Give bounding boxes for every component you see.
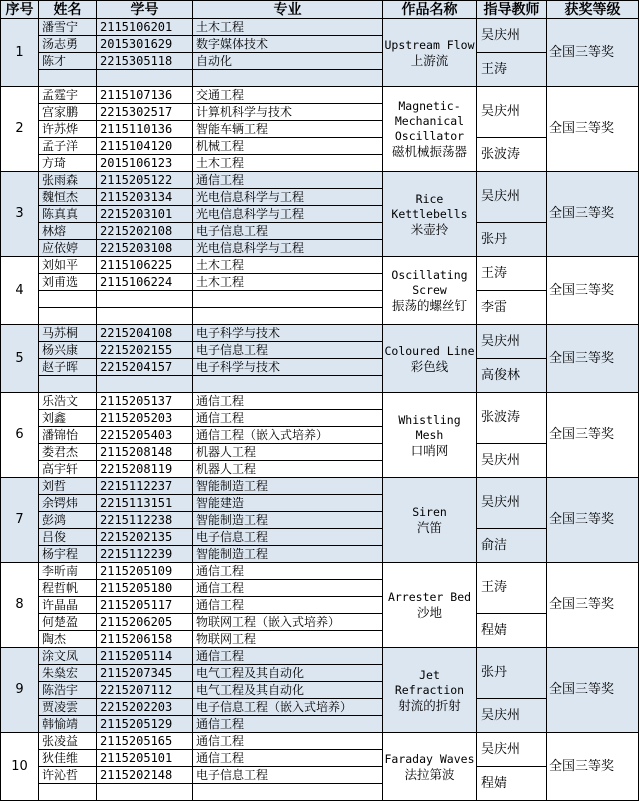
advisor: 王涛 [477, 563, 547, 614]
advisor: 王涛 [477, 53, 547, 87]
student-major: 通信工程 [193, 393, 383, 410]
student-major: 智能制造工程 [193, 512, 383, 529]
work-title [383, 325, 477, 393]
student-major: 电子信息工程 [193, 767, 383, 784]
work-title-en: Rice Kettlebells [391, 191, 468, 221]
student-name: 宫家鹏 [39, 104, 97, 121]
work-title-cn: 口哨网 [410, 442, 449, 458]
table-row [1, 648, 639, 665]
student-name [39, 70, 97, 87]
student-major: 通信工程 [193, 733, 383, 750]
student-major: 机器人工程 [193, 461, 383, 478]
group-index: 9 [1, 648, 39, 733]
student-name: 吕俊 [39, 529, 97, 546]
table-row [1, 257, 639, 274]
header-student-id: 学号 [97, 1, 193, 19]
student-major: 通信工程 [193, 716, 383, 733]
student-major: 通信工程 [193, 580, 383, 597]
work-title-cn: 上游流 [410, 52, 449, 68]
student-id: 2115205114 [97, 648, 193, 665]
work-title-cn: 彩色线 [410, 358, 449, 374]
table-row [1, 223, 639, 240]
student-id: 2215302517 [97, 104, 193, 121]
work-title-cn: 振荡的螺丝钉 [391, 298, 467, 313]
student-name [39, 291, 97, 308]
student-name: 狄佳维 [39, 750, 97, 767]
student-id: 2215205403 [97, 427, 193, 444]
student-id: 2215204108 [97, 325, 193, 342]
student-id: 2215202203 [97, 699, 193, 716]
student-major: 计算机科学与技术 [193, 104, 383, 121]
header-advisor: 指导教师 [477, 1, 547, 19]
student-major: 机器人工程 [193, 444, 383, 461]
header-award: 获奖等级 [547, 1, 639, 19]
student-name: 陈真真 [39, 206, 97, 223]
group-index: 3 [1, 172, 39, 257]
student-major: 自动化 [193, 53, 383, 70]
student-name: 乐浩文 [39, 393, 97, 410]
award-level: 全国三等奖 [547, 393, 639, 478]
student-name: 应依婷 [39, 240, 97, 257]
student-id: 2015106123 [97, 155, 193, 172]
table-body [1, 19, 639, 801]
award-level: 全国三等奖 [547, 563, 639, 648]
student-major: 智能车辆工程 [193, 121, 383, 138]
table-row [1, 325, 639, 342]
group-index: 5 [1, 325, 39, 393]
student-name: 高宇轩 [39, 461, 97, 478]
student-id: 2115205117 [97, 597, 193, 614]
table-row [1, 767, 639, 784]
table-row [1, 172, 639, 189]
student-name: 杨宇程 [39, 546, 97, 563]
student-id: 2115207345 [97, 665, 193, 682]
work-title [383, 733, 477, 801]
group-index: 2 [1, 87, 39, 172]
student-major: 通信工程（嵌入式培养） [193, 427, 383, 444]
work-title-en: Faraday Waves [384, 751, 475, 766]
student-name: 陈浩宇 [39, 682, 97, 699]
student-id [97, 376, 193, 393]
student-major: 电子信息工程 [193, 529, 383, 546]
table-row [1, 444, 639, 461]
group-index: 7 [1, 478, 39, 563]
student-name: 娄君杰 [39, 444, 97, 461]
student-name: 方琦 [39, 155, 97, 172]
advisor: 吴庆州 [477, 87, 547, 138]
student-major: 电子信息工程 [193, 342, 383, 359]
work-title-cn: 法拉第波 [404, 766, 455, 782]
table-row [1, 733, 639, 750]
student-name: 韩愉靖 [39, 716, 97, 733]
student-major: 智能建造 [193, 495, 383, 512]
work-title-en: Siren [412, 505, 447, 519]
award-level: 全国三等奖 [547, 478, 639, 563]
advisor: 吴庆州 [477, 444, 547, 478]
work-title [383, 393, 477, 478]
work-title-cn: 汽笛 [416, 520, 442, 535]
work-title [383, 478, 477, 563]
work-title-en: Arrester Bed [387, 590, 472, 604]
student-major: 通信工程 [193, 597, 383, 614]
header-name: 姓名 [39, 1, 97, 19]
student-id: 2115206158 [97, 631, 193, 648]
group-index: 1 [1, 19, 39, 87]
student-name: 马苏桐 [39, 325, 97, 342]
student-id: 2215207112 [97, 682, 193, 699]
group-index: 10 [1, 733, 39, 801]
student-name: 陶杰 [39, 631, 97, 648]
student-major: 土木工程 [193, 274, 383, 291]
work-title [383, 87, 477, 172]
student-id: 2215112239 [97, 546, 193, 563]
student-major: 通信工程 [193, 563, 383, 580]
student-id: 2215203108 [97, 240, 193, 257]
table-row [1, 614, 639, 631]
table-row [1, 87, 639, 104]
student-id: 2115205165 [97, 733, 193, 750]
advisor: 王涛 [477, 257, 547, 291]
student-id: 2215203101 [97, 206, 193, 223]
student-id: 2115205137 [97, 393, 193, 410]
student-id [97, 784, 193, 801]
student-major: 电子科学与技术 [193, 359, 383, 376]
table-row [1, 699, 639, 716]
student-major: 电子信息工程 [193, 223, 383, 240]
student-id [97, 291, 193, 308]
work-title [383, 257, 477, 325]
student-major: 通信工程 [193, 172, 383, 189]
student-name: 张雨森 [39, 172, 97, 189]
student-major: 物联网工程（嵌入式培养） [193, 614, 383, 631]
student-id: 2115208148 [97, 444, 193, 461]
student-major: 光电信息科学与工程 [193, 240, 383, 257]
student-id: 2215208119 [97, 461, 193, 478]
student-id: 2115206205 [97, 614, 193, 631]
award-level: 全国三等奖 [547, 325, 639, 393]
table-row [1, 138, 639, 155]
student-name: 李昕南 [39, 563, 97, 580]
student-major: 通信工程 [193, 648, 383, 665]
student-name [39, 376, 97, 393]
student-name: 张凌益 [39, 733, 97, 750]
student-id: 2115202148 [97, 767, 193, 784]
student-name: 刘哲 [39, 478, 97, 495]
student-id [97, 70, 193, 87]
work-title-cn: 射流的折射 [398, 697, 461, 713]
student-id: 2015301629 [97, 36, 193, 53]
student-id: 2115106201 [97, 19, 193, 36]
student-name: 潘雪宁 [39, 19, 97, 36]
student-id: 2215202155 [97, 342, 193, 359]
student-id: 2115205101 [97, 750, 193, 767]
student-name: 陈才 [39, 53, 97, 70]
student-id: 2115106224 [97, 274, 193, 291]
advisor: 张波涛 [477, 393, 547, 444]
work-title-cn: 米壶拎 [410, 221, 449, 237]
advisor: 高俊林 [477, 359, 547, 393]
student-name: 余锷炜 [39, 495, 97, 512]
student-id: 2215204157 [97, 359, 193, 376]
student-major: 物联网工程 [193, 631, 383, 648]
student-major: 电气工程及其自动化 [193, 665, 383, 682]
work-title-en: Upstream Flow [384, 37, 475, 52]
student-major: 数字媒体技术 [193, 36, 383, 53]
student-major [193, 291, 383, 308]
group-index: 4 [1, 257, 39, 325]
advisor: 张丹 [477, 648, 547, 699]
award-level: 全国三等奖 [547, 172, 639, 257]
student-id [97, 308, 193, 325]
table-row [1, 291, 639, 308]
student-major [193, 308, 383, 325]
student-id: 2215305118 [97, 53, 193, 70]
student-name: 许沁哲 [39, 767, 97, 784]
student-name: 程哲帆 [39, 580, 97, 597]
student-id: 2115205180 [97, 580, 193, 597]
student-major: 智能制造工程 [193, 546, 383, 563]
advisor: 李雷 [477, 291, 547, 325]
work-title-en: Jet Refraction [394, 667, 465, 697]
award-level: 全国三等奖 [547, 257, 639, 325]
work-title-en: Magnetic-Mechanical Oscillator [394, 99, 465, 143]
student-name: 刘如平 [39, 257, 97, 274]
student-id: 2215112237 [97, 478, 193, 495]
student-name: 魏恒杰 [39, 189, 97, 206]
student-id: 2115104120 [97, 138, 193, 155]
student-name [39, 784, 97, 801]
student-major: 土木工程 [193, 19, 383, 36]
student-major: 土木工程 [193, 257, 383, 274]
table-row [1, 53, 639, 70]
student-name: 杨兴康 [39, 342, 97, 359]
student-name [39, 308, 97, 325]
student-name: 彭鸿 [39, 512, 97, 529]
student-major: 交通工程 [193, 87, 383, 104]
student-major [193, 784, 383, 801]
advisor: 程婧 [477, 767, 547, 801]
student-name: 何楚盈 [39, 614, 97, 631]
student-name: 潘锦怡 [39, 427, 97, 444]
advisor: 程婧 [477, 614, 547, 648]
student-id: 2115205203 [97, 410, 193, 427]
advisor: 吴庆州 [477, 325, 547, 359]
header-work-title: 作品名称 [383, 1, 477, 19]
advisor: 吴庆州 [477, 478, 547, 529]
student-id: 2215202108 [97, 223, 193, 240]
student-name: 林熔 [39, 223, 97, 240]
student-name: 孟子洋 [39, 138, 97, 155]
work-title [383, 563, 477, 648]
table-row [1, 393, 639, 410]
student-name: 许晶晶 [39, 597, 97, 614]
group-index: 8 [1, 563, 39, 648]
student-id: 2215112238 [97, 512, 193, 529]
header-row [1, 1, 639, 19]
table-row [1, 19, 639, 36]
student-id: 2115106225 [97, 257, 193, 274]
student-name: 汤志勇 [39, 36, 97, 53]
advisor: 吴庆州 [477, 19, 547, 53]
student-major: 电气工程及其自动化 [193, 682, 383, 699]
award-level: 全国三等奖 [547, 19, 639, 87]
student-major: 机械工程 [193, 138, 383, 155]
student-major [193, 376, 383, 393]
header-index: 序号 [1, 1, 39, 19]
work-title [383, 19, 477, 87]
student-id: 2115107136 [97, 87, 193, 104]
student-name: 刘鑫 [39, 410, 97, 427]
student-major: 电子信息工程（嵌入式培养） [193, 699, 383, 716]
work-title-cn: 磁机械振荡器 [391, 144, 467, 159]
student-id: 2115110136 [97, 121, 193, 138]
student-id: 2115203134 [97, 189, 193, 206]
student-name: 涂文凤 [39, 648, 97, 665]
work-title-en: Whistling Mesh [398, 412, 461, 442]
student-name: 刘甫选 [39, 274, 97, 291]
advisor: 吴庆州 [477, 733, 547, 767]
table-row [1, 563, 639, 580]
advisor: 吴庆州 [477, 699, 547, 733]
student-id: 2115205122 [97, 172, 193, 189]
work-title-cn: 沙地 [416, 605, 442, 620]
table-row [1, 478, 639, 495]
advisor: 俞洁 [477, 529, 547, 563]
work-title [383, 648, 477, 733]
student-id: 2215113151 [97, 495, 193, 512]
student-major [193, 70, 383, 87]
student-id: 2115205109 [97, 563, 193, 580]
table-row [1, 359, 639, 376]
work-title [383, 172, 477, 257]
student-major: 电子科学与技术 [193, 325, 383, 342]
award-level: 全国三等奖 [547, 87, 639, 172]
student-name: 朱燊宏 [39, 665, 97, 682]
award-level: 全国三等奖 [547, 648, 639, 733]
student-major: 通信工程 [193, 410, 383, 427]
work-title-en: Coloured Line [384, 343, 475, 358]
header-major: 专业 [193, 1, 383, 19]
student-id: 2215202135 [97, 529, 193, 546]
student-name: 孟霆宇 [39, 87, 97, 104]
work-title-en: Oscillating Screw [391, 268, 468, 297]
student-major: 通信工程 [193, 750, 383, 767]
student-name: 贾凌雲 [39, 699, 97, 716]
advisor: 张丹 [477, 223, 547, 257]
student-major: 光电信息科学与工程 [193, 189, 383, 206]
student-major: 智能制造工程 [193, 478, 383, 495]
student-name: 许苏烨 [39, 121, 97, 138]
advisor: 张波涛 [477, 138, 547, 172]
student-id: 2115205129 [97, 716, 193, 733]
student-major: 光电信息科学与工程 [193, 206, 383, 223]
group-index: 6 [1, 393, 39, 478]
student-name: 赵子晖 [39, 359, 97, 376]
student-major: 土木工程 [193, 155, 383, 172]
award-level: 全国三等奖 [547, 733, 639, 801]
advisor: 吴庆州 [477, 172, 547, 223]
table-row [1, 529, 639, 546]
